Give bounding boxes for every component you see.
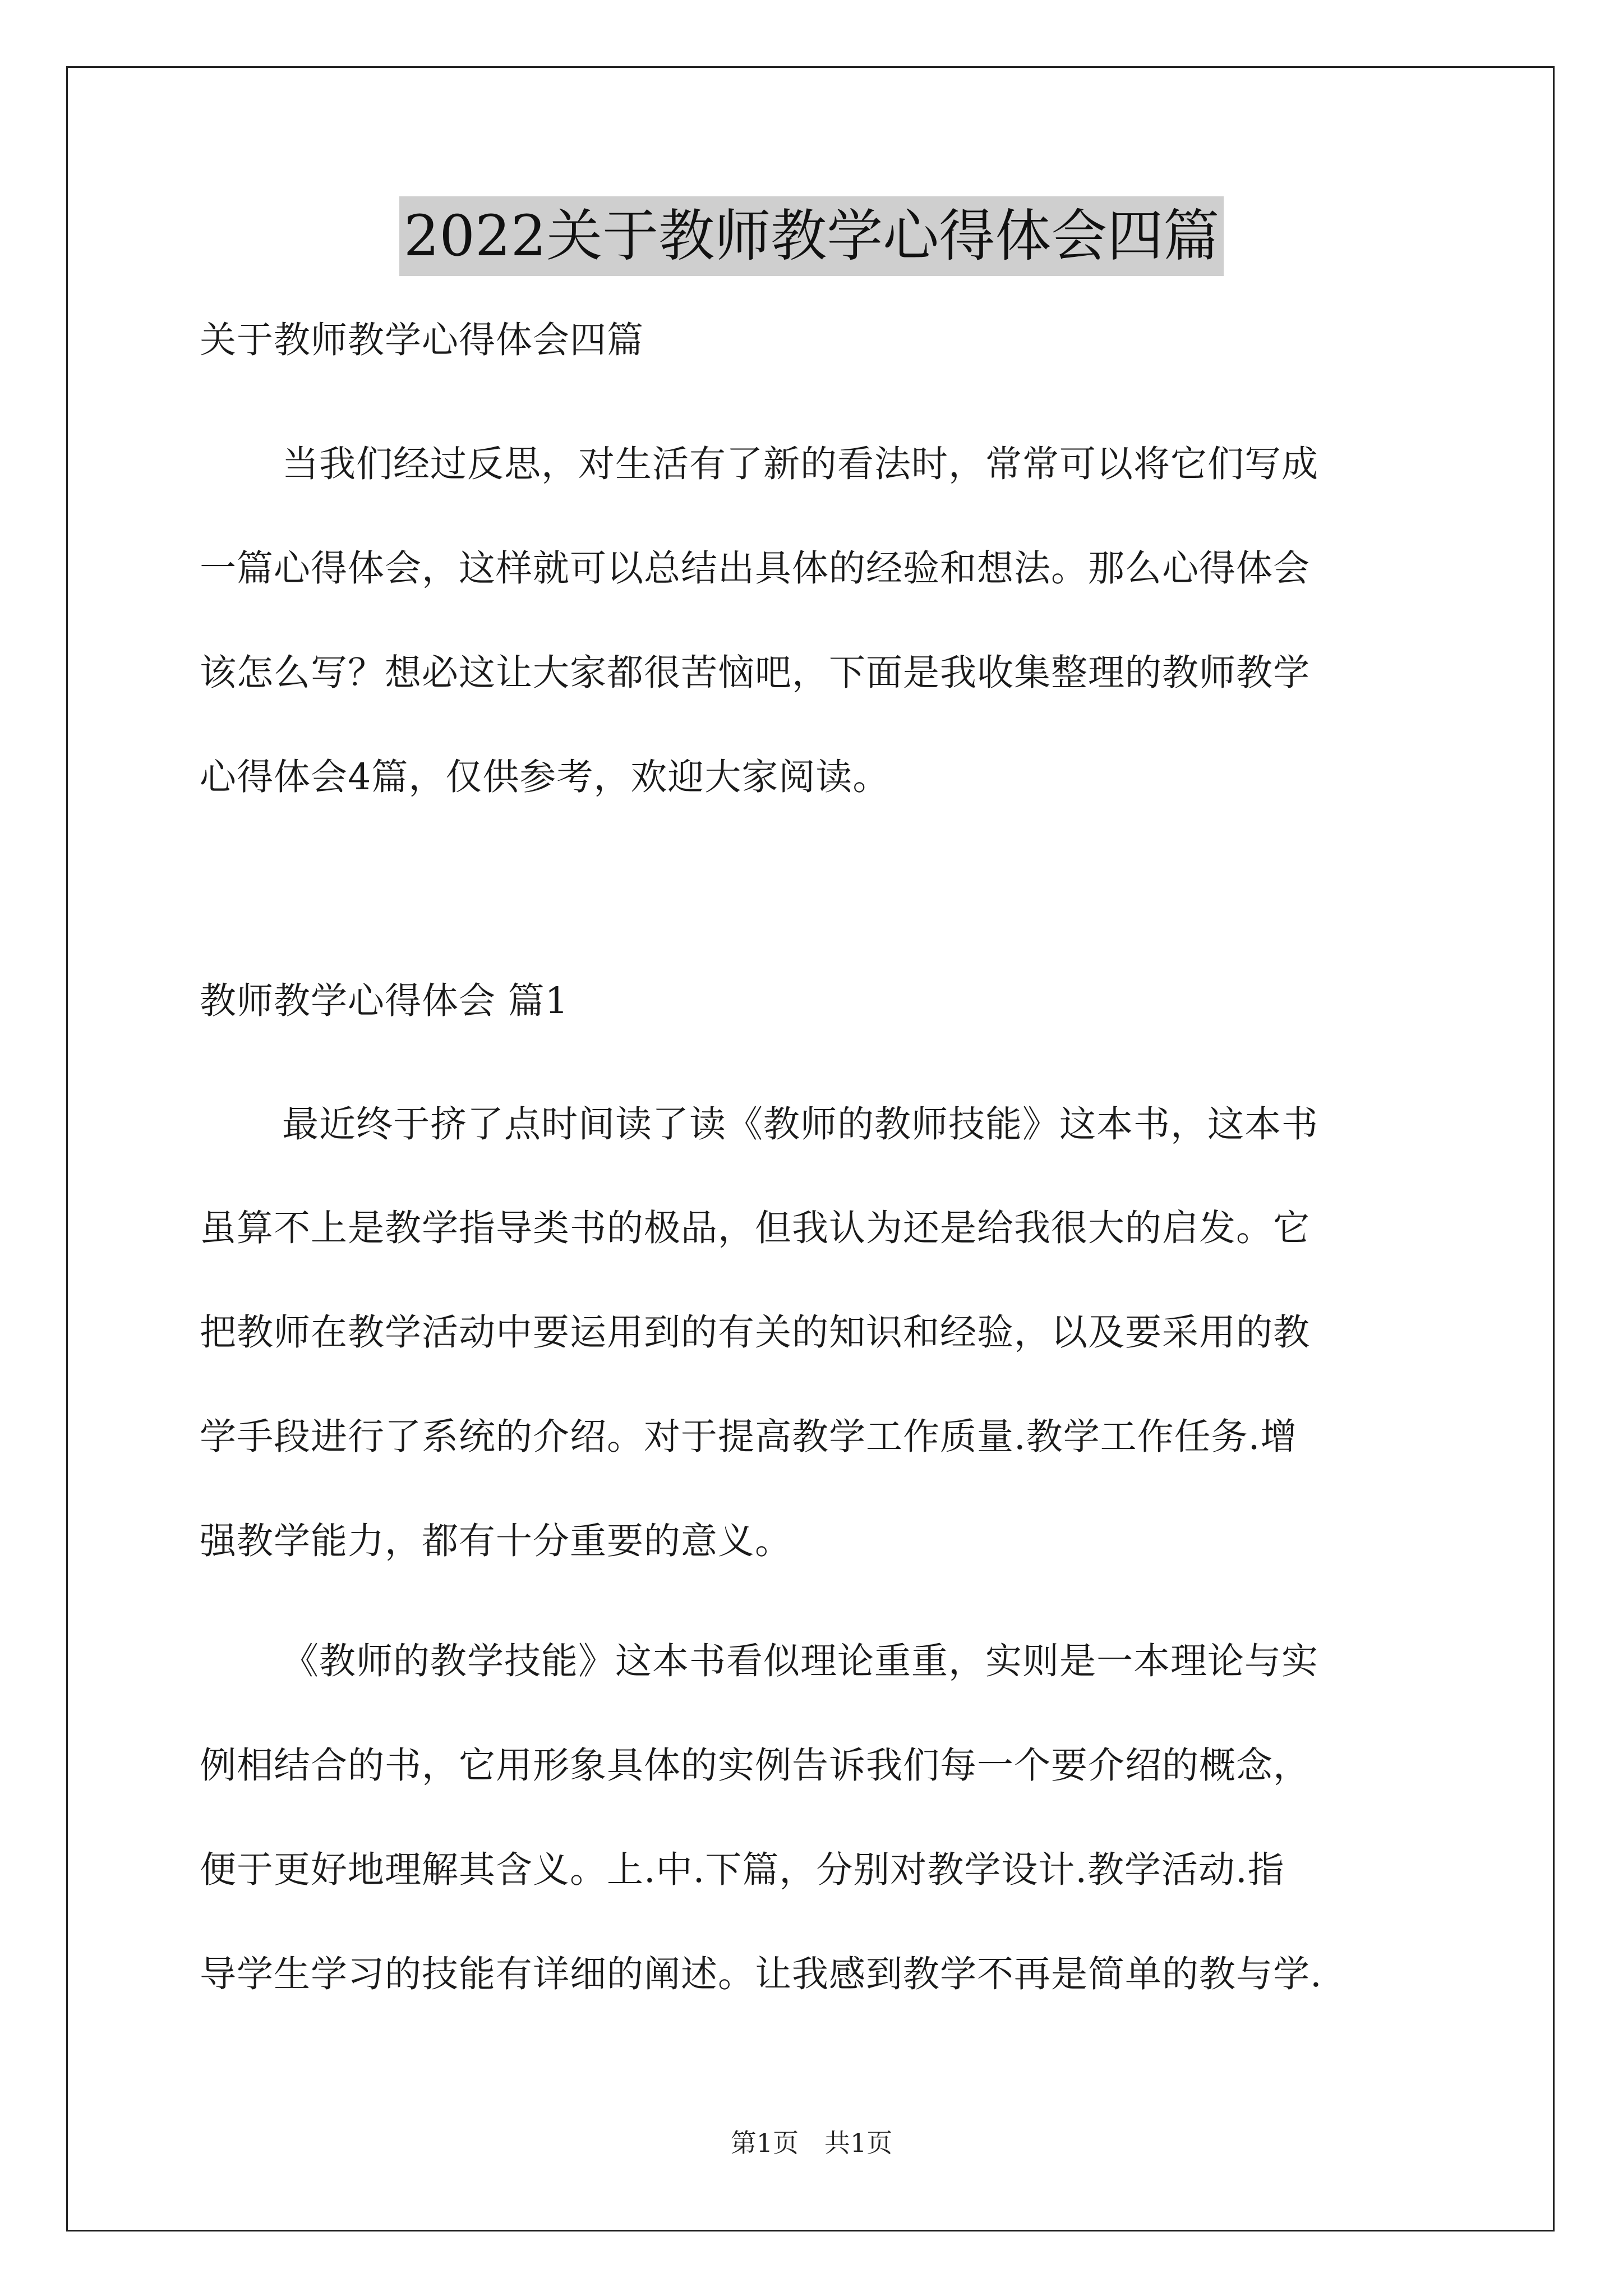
document-subtitle: 关于教师教学心得体会四篇 [200, 319, 644, 361]
paragraph-line: 导学生学习的技能有详细的阐述。让我感到教学不再是简单的教与学. [200, 1953, 1322, 1995]
paragraph-line: 把教师在教学活动中要运用到的有关的知识和经验，以及要采用的教 [200, 1312, 1311, 1354]
intro-line: 一篇心得体会，这样就可以总结出具体的经验和想法。那么心得体会 [200, 547, 1311, 590]
paragraph-line: 强教学能力，都有十分重要的意义。 [200, 1520, 792, 1562]
intro-line: 该怎么写？想必这让大家都很苦恼吧，下面是我收集整理的教师教学 [200, 652, 1311, 694]
paragraph-line: 便于更好地理解其含义。上.中.下篇，分别对教学设计.教学活动.指 [200, 1849, 1285, 1891]
document-title-wrapper [0, 196, 1623, 276]
paragraph-line: 《教师的教学技能》这本书看似理论重重，实则是一本理论与实 [282, 1640, 1319, 1682]
document-title: 2022关于教师教学心得体会四篇 [399, 196, 1224, 276]
paragraph-line: 学手段进行了系统的介绍。对于提高教学工作质量.教学工作任务.增 [200, 1416, 1298, 1458]
intro-line: 心得体会4篇，仅供参考，欢迎大家阅读。 [200, 756, 890, 798]
intro-line: 当我们经过反思，对生活有了新的看法时，常常可以将它们写成 [282, 443, 1319, 485]
paragraph-line: 例相结合的书，它用形象具体的实例告诉我们每一个要介绍的概念， [200, 1745, 1311, 1787]
paragraph-line: 虽算不上是教学指导类书的极品，但我认为还是给我很大的启发。它 [200, 1207, 1311, 1249]
page-footer: 第1页 共1页 [730, 2128, 893, 2158]
section-heading: 教师教学心得体会 篇1 [200, 980, 569, 1022]
page-border [66, 66, 1555, 2231]
paragraph-line: 最近终于挤了点时间读了读《教师的教师技能》这本书，这本书 [282, 1103, 1319, 1145]
